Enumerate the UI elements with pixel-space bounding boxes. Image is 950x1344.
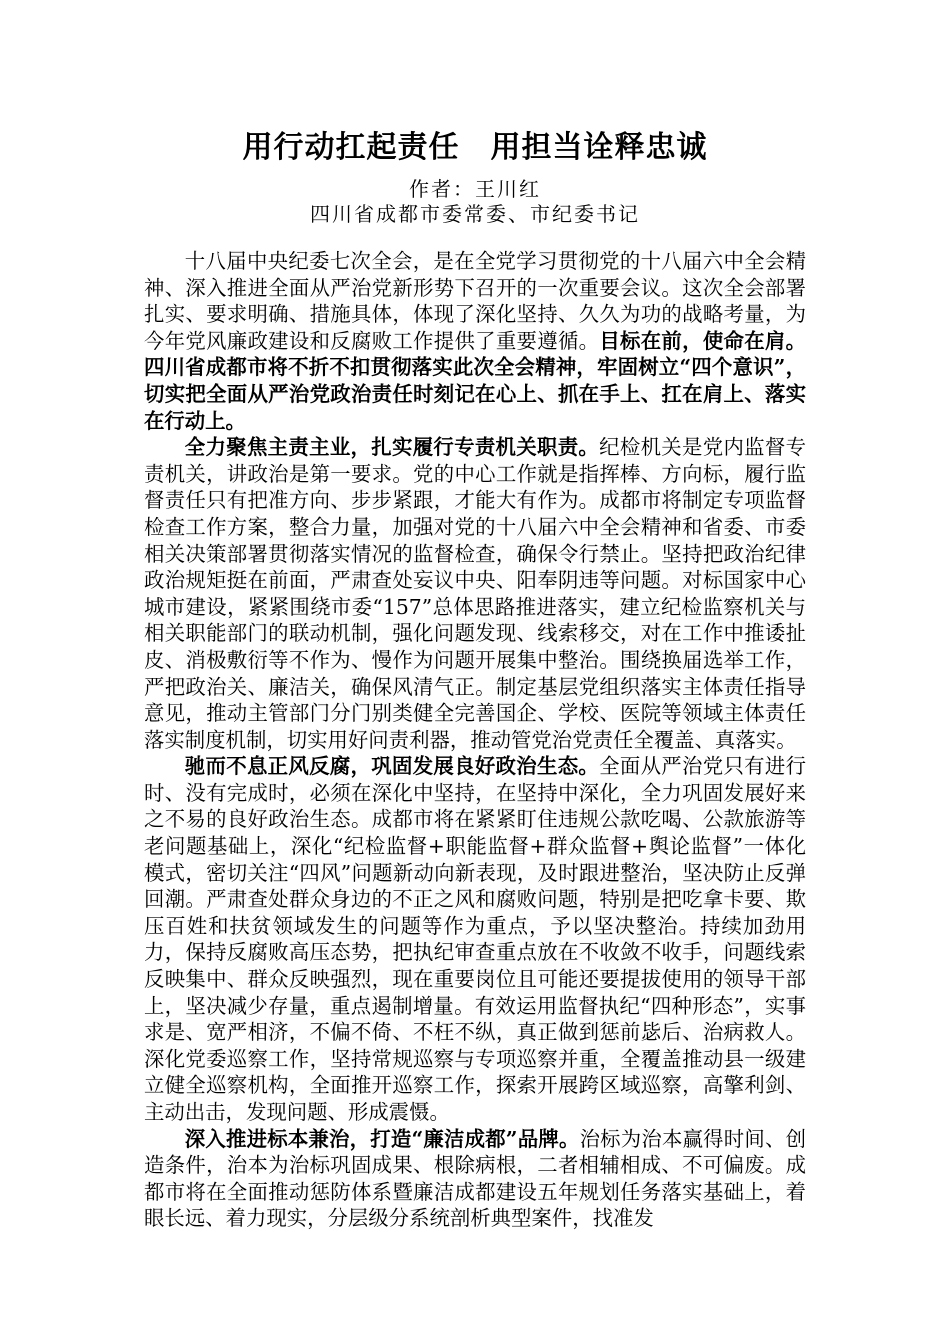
article-title: 用行动扛起责任 用担当诠释忠诚 — [242, 130, 708, 165]
paragraph-heading: 全力聚焦主责主业，扎实履行专责机关职责。 — [184, 435, 600, 460]
paragraph-heading: 深入推进标本兼治，打造“廉洁成都”品牌。 — [184, 1126, 580, 1151]
paragraph-bold-tail: 目标在前，使命在肩。四川省成都市将不折不扣贯彻落实此次全会精神，牢固树立“四个意识”，切实把全面从严治党政治责任时刻记在心上、抓在手上、扛在肩上、落实在行动上。 — [144, 328, 807, 433]
paragraph-1 — [144, 248, 806, 434]
paragraph-4 — [144, 1126, 806, 1232]
paragraph-text: 全面从严治党只有进行时、没有完成时，必须在深化中坚持，在坚持中深化，全力巩固发展好来之不易的良好政治生态。成都市将在紧紧盯住违规公款吃喝、公款旅游等老问题基础上，深化“纪检监督+职能监督+群众监督+舆论监督”一体化模式，密切关注“四风”问题新动向新表现，及时跟进整治，坚决防止反弹回潮。严肃查处群众身边的不正之风和腐败问题，特别是把吃拿卡要、欺压百姓和扶贫领域发生的问题等作为重点，予以坚决整治。持续加劲用力，保持反腐败高压态势，把执纪审查重点放在不收敛不收手，问题线索反映集中、群众反映强烈，现在重要岗位且可能还要提拔使用的领导干部上，坚决减少存量，重点遏制增量。有效运用监督执纪“四种形态”，实事求是、宽严相济，不偏不倚、不枉不纵，真正做到惩前毖后、治病救人。深化党委巡察工作，坚持常规巡察与专项巡察并重，全覆盖推动县一级建立健全巡察机构，全面推开巡察工作，探索开展跨区域巡察，高擎利剑、主动出击，发现问题、形成震慑。 — [144, 754, 807, 1124]
article-body — [144, 248, 806, 1232]
author-affiliation: 四川省成都市委常委、市纪委书记 — [310, 202, 640, 226]
paragraph-text: 治标为治本赢得时间、创造条件，治本为治标巩固成果、根除病根，二者相辅相成、不可偏废。成都市将在全面推动惩防体系暨廉洁成都建设五年规划任务落实基础上，着眼长远、着力现实，分层级分系统剖析典型案件，找准发 — [144, 1126, 806, 1231]
paragraph-3 — [144, 753, 806, 1125]
paragraph-heading: 驰而不息正风反腐，巩固发展良好政治生态。 — [184, 754, 600, 779]
paragraph-2 — [144, 434, 806, 753]
paragraph-text: 纪检机关是党内监督专责机关，讲政治是第一要求。党的中心工作就是指挥棒、方向标，履行监督责任只有把准方向、步步紧跟，才能大有作为。成都市将制定专项监督检查工作方案，整合力量，加强对党的十八届六中全会精神和省委、市委相关决策部署贯彻落实情况的监督检查，确保令行禁止。坚持把政治纪律政治规矩挺在前面，严肃查处妄议中央、阳奉阴违等问题。对标国家中心城市建设，紧紧围绕市委“157”总体思路推进落实，建立纪检监察机关与相关职能部门的联动机制，强化问题发现、线索移交，对在工作中推诿扯皮、消极敷衍等不作为、慢作为问题开展集中整治。围绕换届选举工作，严把政治关、廉洁关，确保风清气正。制定基层党组织落实主体责任指导意见，推动主管部门分门别类健全完善国企、学校、医院等领域主体责任落实制度机制，切实用好问责利器，推动管党治党责任全覆盖、真落实。 — [144, 435, 807, 752]
author-line: 作者：王川红 — [409, 177, 541, 201]
paragraph-text: 十八届中央纪委七次全会，是在全党学习贯彻党的十八届六中全会精神、深入推进全面从严治党新形势下召开的一次重要会议。这次全会部署扎实、要求明确、措施具体，体现了深化坚持、久久为功的战略考量，为今年党风廉政建设和反腐败工作提供了重要遵循。 — [144, 249, 806, 353]
